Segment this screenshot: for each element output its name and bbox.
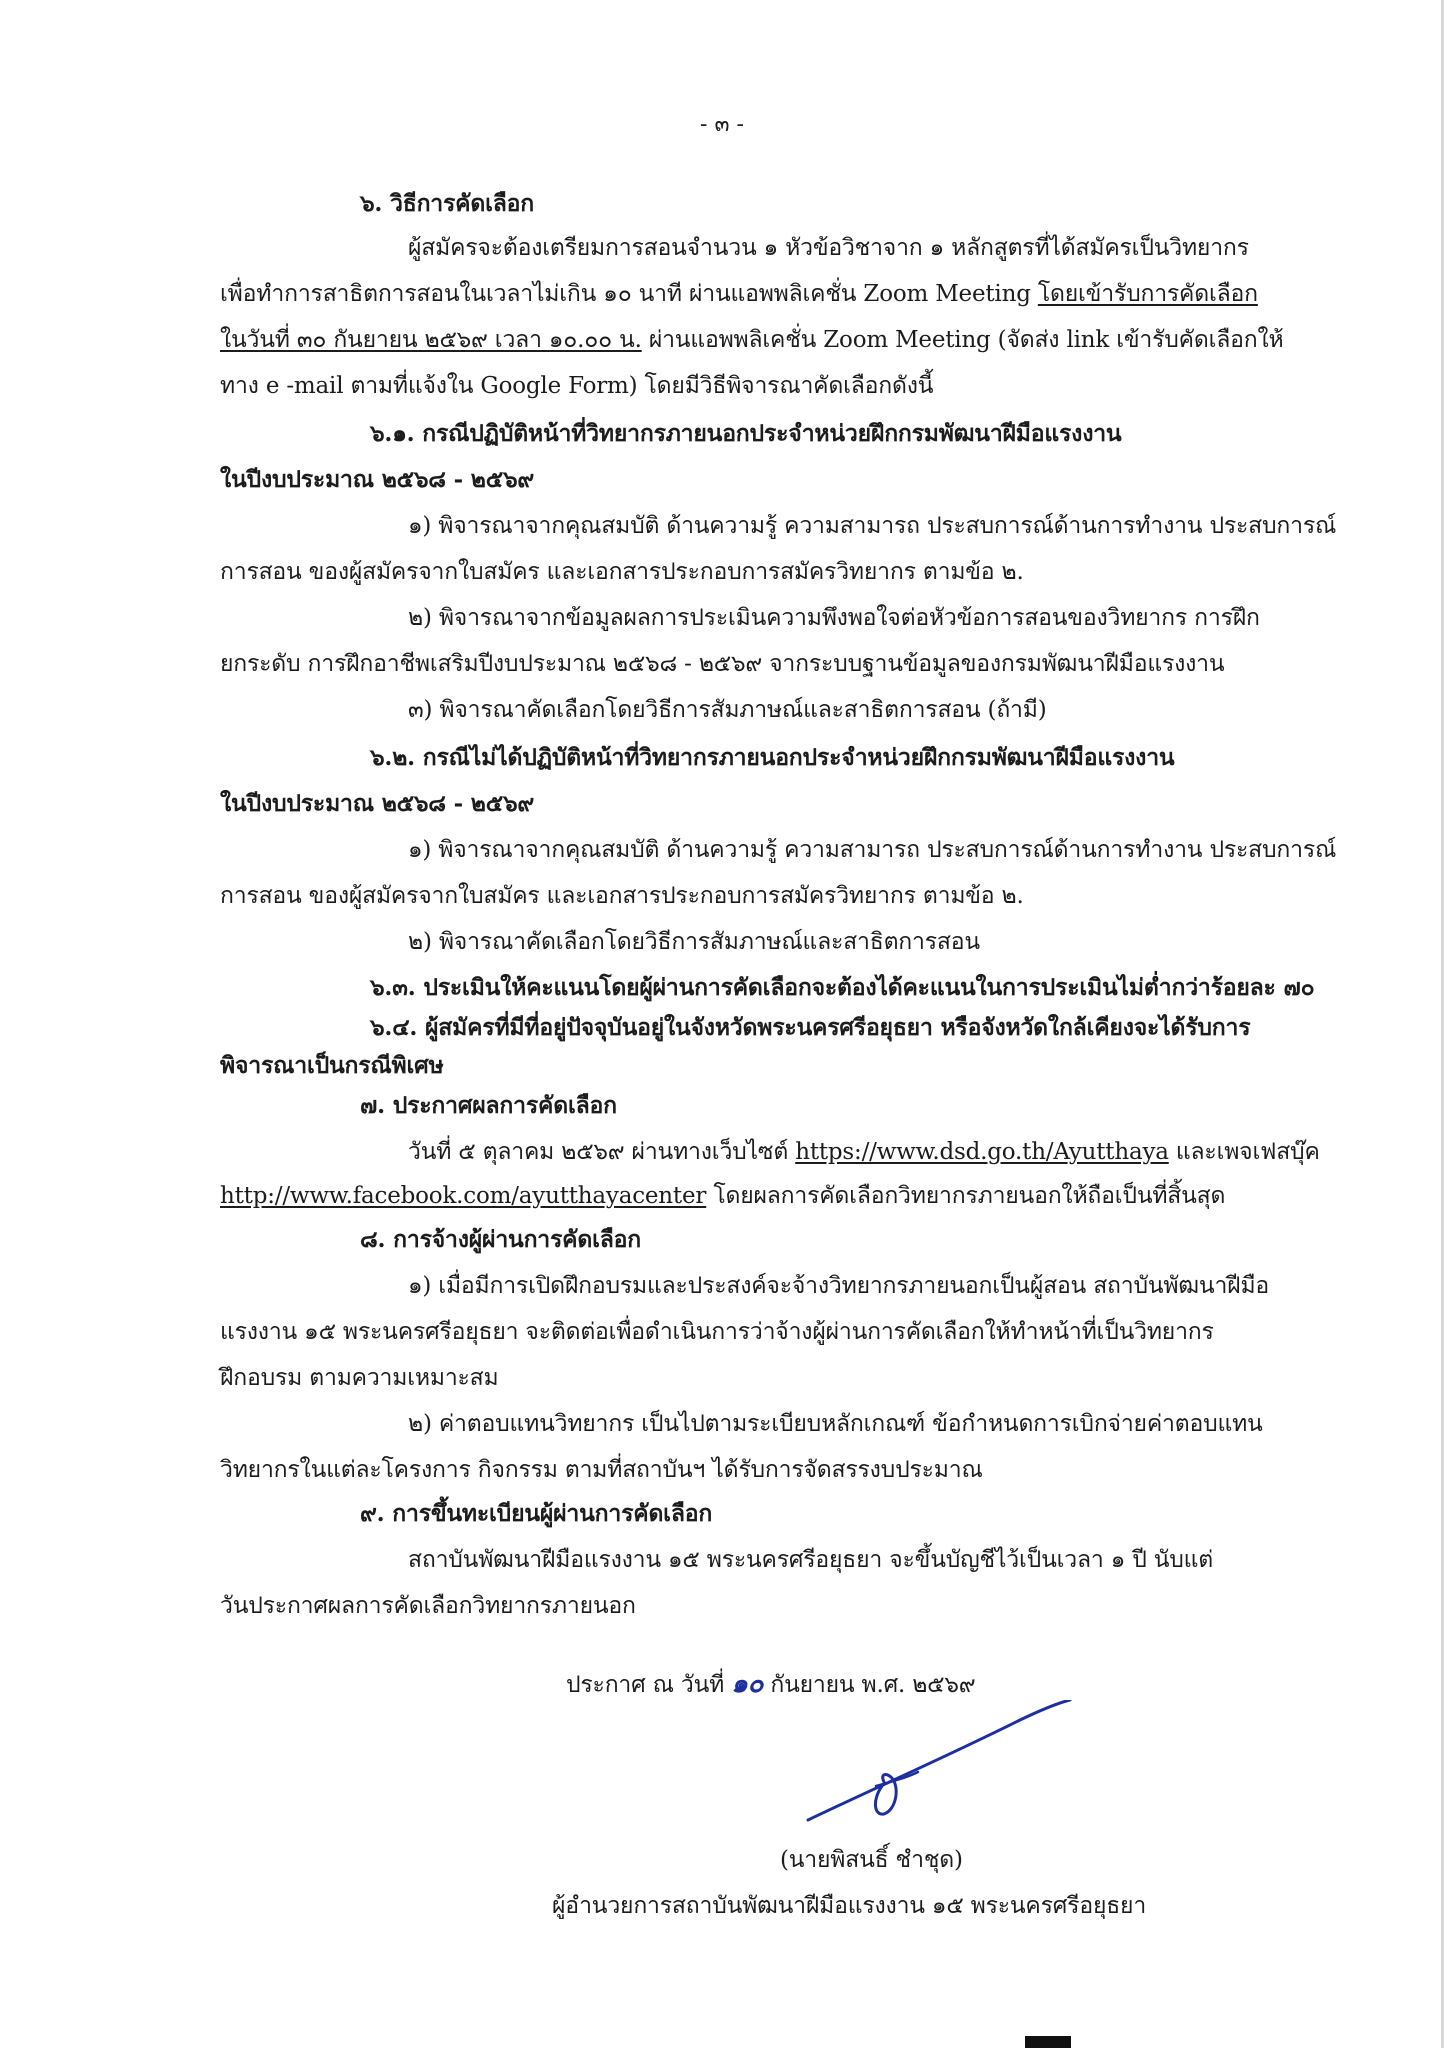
underlined-date-text: โดยเข้ารับการคัดเลือก (1037, 281, 1258, 307)
section-8-item-1-cont: แรงงาน ๑๕ พระนครศรีอยุธยา จะติดต่อเพื่อดำเนินการว่าจ้างผู้ผ่านการคัดเลือกให้ทำหน้าที่เป็นวิทยากร (220, 1319, 1214, 1345)
section-9-line-1: สถาบันพัฒนาฝีมือแรงงาน ๑๕ พระนครศรีอยุธยา จะขึ้นบัญชีไว้เป็นเวลา ๑ ปี นับแต่ (408, 1547, 1213, 1573)
section-6-3: ๖.๓. ประเมินให้คะแนนโดยผู้ผ่านการคัดเลือกจะต้องได้คะแนนในการประเมินไม่ต่ำกว่าร้อยละ ๗๐ (370, 974, 1315, 1001)
section-6-intro-line-3 (220, 324, 1284, 356)
handwritten-day: ๑๐ (731, 1669, 764, 1699)
section-6-1-item-1: ๑) พิจารณาจากคุณสมบัติ ด้านความรู้ ความสามารถ ประสบการณ์ด้านการทำงาน ประสบการณ์ (408, 513, 1337, 539)
section-8-item-1: ๑) เมื่อมีการเปิดฝึกอบรมและประสงค์จะจ้างวิทยากรภายนอกเป็นผู้สอน สถาบันพัฒนาฝีมือ (408, 1273, 1270, 1299)
announcement-suffix: กันยายน พ.ศ. ๒๕๖๙ (770, 1672, 976, 1698)
text-span: วันที่ ๕ ตุลาคม ๒๕๖๙ ผ่านทางเว็บไซต์ (408, 1139, 789, 1165)
section-7-line-1 (408, 1136, 1320, 1168)
section-8-item-2: ๒) ค่าตอบแทนวิทยากร เป็นไปตามระเบียบหลักเกณฑ์ ข้อกำหนดการเบิกจ่ายค่าตอบแทน (408, 1411, 1263, 1437)
section-6-1-item-2-cont: ยกระดับ การฝึกอาชีพเสริมปีงบประมาณ ๒๕๖๘ - ๒๕๖๙ จากระบบฐานข้อมูลของกรมพัฒนาฝีมือแรงงาน (220, 651, 1225, 677)
section-6-1-item-3: ๓) พิจารณาคัดเลือกโดยวิธีการสัมภาษณ์และสาธิตการสอน (ถ้ามี) (408, 697, 1047, 723)
facebook-page-link[interactable]: http://www.facebook.com/ayutthayacenter (220, 1183, 707, 1209)
text-span: โดยผลการคัดเลือกวิทยากรภายนอกให้ถือเป็นที่สิ้นสุด (713, 1183, 1226, 1209)
page-number: - ๓ - (700, 112, 744, 137)
signatory-position: ผู้อำนวยการสถาบันพัฒนาฝีมือแรงงาน ๑๕ พระนครศรีอยุธยา (552, 1893, 1147, 1919)
section-6-1-heading-cont: ในปีงบประมาณ ๒๕๖๘ - ๒๕๖๙ (220, 466, 534, 493)
signatory-name: (นายพิสนธิ์ ชำชุด) (780, 1847, 963, 1873)
section-9-heading: ๙. การขึ้นทะเบียนผู้ผ่านการคัดเลือก (360, 1500, 713, 1527)
text-span: ผู้สมัครจะต้องเตรียมการสอนจำนวน ๑ หัวข้อวิชาจาก ๑ หลักสูตรที่ได้สมัครเป็นวิทยากร (408, 235, 1249, 261)
announcement-date (566, 1668, 975, 1701)
section-8-item-2-cont: วิทยากรในแต่ละโครงการ กิจกรรม ตามที่สถาบันฯ ได้รับการจัดสรรงบประมาณ (220, 1457, 983, 1483)
section-6-4: ๖.๔. ผู้สมัครที่มีที่อยู่ปัจจุบันอยู่ในจังหวัดพระนครศรีอยุธยา หรือจังหวัดใกล้เคียงจะได้รับการ (370, 1014, 1251, 1041)
section-7-line-2 (220, 1180, 1225, 1212)
section-8-item-1-cont-2: ฝึกอบรม ตามความเหมาะสม (220, 1365, 499, 1391)
dsd-website-link[interactable]: https://www.dsd.go.th/Ayutthaya (795, 1139, 1169, 1165)
section-9-line-2: วันประกาศผลการคัดเลือกวิทยากรภายนอก (220, 1593, 636, 1619)
section-6-intro-line-1 (408, 232, 1334, 264)
underlined-date-text: ในวันที่ ๓๐ กันยายน ๒๕๖๙ เวลา ๑๐.๐๐ น. (220, 327, 642, 353)
section-6-heading: ๖. วิธีการคัดเลือก (360, 190, 534, 217)
section-6-1-heading: ๖.๑. กรณีปฏิบัติหน้าที่วิทยากรภายนอกประจำหน่วยฝึกกรมพัฒนาฝีมือแรงงาน (370, 420, 1122, 447)
handwritten-signature (800, 1700, 1100, 1830)
section-6-intro-line-4: ทาง e -mail ตามที่แจ้งใน Google Form) โดยมีวิธีพิจารณาคัดเลือกดังนี้ (220, 373, 934, 399)
text-span: เพื่อทำการสาธิตการสอนในเวลาไม่เกิน ๑๐ นาที ผ่านแอพพลิเคชั่น Zoom Meeting (220, 281, 1031, 307)
text-span: และเพจเฟสบุ๊ค (1175, 1139, 1320, 1165)
section-6-1-item-2: ๒) พิจารณาจากข้อมูลผลการประเมินความพึงพอใจต่อหัวข้อการสอนของวิทยากร การฝึก (408, 605, 1260, 631)
announcement-prefix: ประกาศ ณ วันที่ (566, 1672, 725, 1698)
text-span: ผ่านแอพพลิเคชั่น Zoom Meeting (จัดส่ง link เข้ารับคัดเลือกให้ (648, 327, 1284, 353)
section-6-2-heading: ๖.๒. กรณีไม่ได้ปฏิบัติหน้าที่วิทยากรภายนอกประจำหน่วยฝึกกรมพัฒนาฝีมือแรงงาน (370, 744, 1175, 771)
section-8-heading: ๘. การจ้างผู้ผ่านการคัดเลือก (360, 1226, 641, 1253)
section-6-intro-line-2 (220, 278, 1258, 310)
section-6-2-item-1-cont: การสอน ของผู้สมัครจากใบสมัคร และเอกสารประกอบการสมัครวิทยากร ตามข้อ ๒. (220, 883, 1024, 909)
section-6-2-item-2: ๒) พิจารณาคัดเลือกโดยวิธีการสัมภาษณ์และสาธิตการสอน (408, 929, 980, 955)
scan-marker (1025, 2036, 1071, 2048)
section-7-heading: ๗. ประกาศผลการคัดเลือก (360, 1092, 617, 1119)
section-6-1-item-1-cont: การสอน ของผู้สมัครจากใบสมัคร และเอกสารประกอบการสมัครวิทยากร ตามข้อ ๒. (220, 559, 1024, 585)
section-6-4-cont: พิจารณาเป็นกรณีพิเศษ (220, 1052, 444, 1079)
section-6-2-item-1: ๑) พิจารณาจากคุณสมบัติ ด้านความรู้ ความสามารถ ประสบการณ์ด้านการทำงาน ประสบการณ์ (408, 837, 1337, 863)
section-6-2-heading-cont: ในปีงบประมาณ ๒๕๖๘ - ๒๕๖๙ (220, 790, 534, 817)
